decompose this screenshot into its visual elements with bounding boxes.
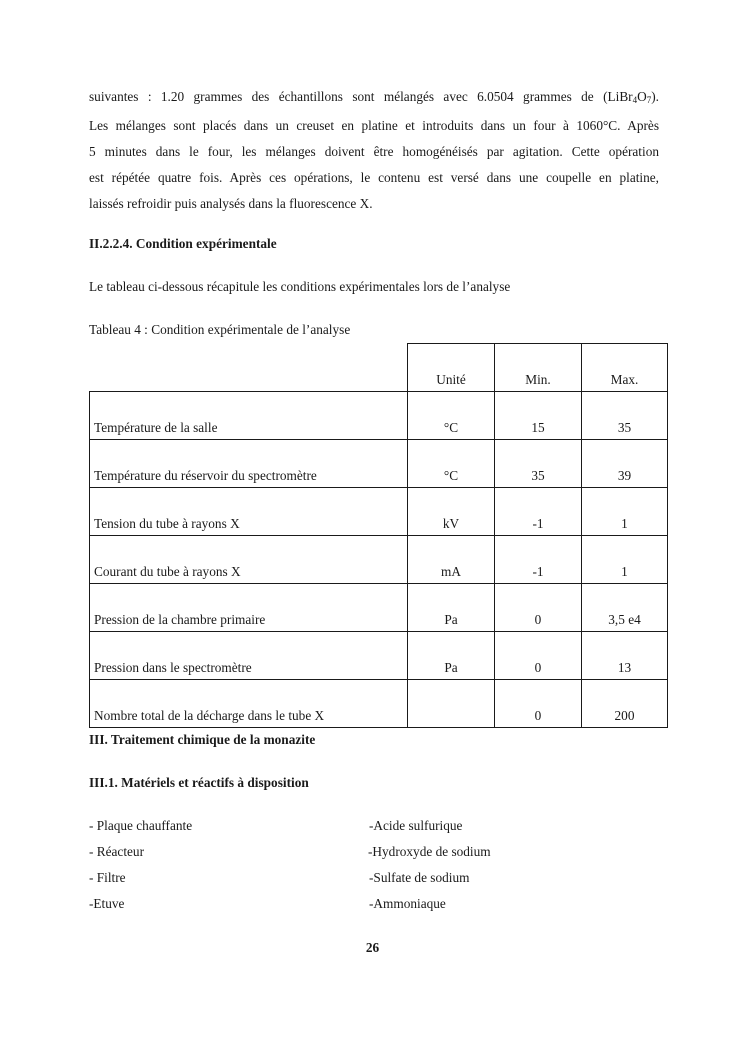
material-item: -Etuve bbox=[89, 896, 125, 911]
row-min: -1 bbox=[495, 488, 582, 536]
row-label: Courant du tube à rayons X bbox=[90, 536, 408, 584]
paragraph-line-1 bbox=[89, 84, 659, 113]
row-max: 1 bbox=[582, 488, 668, 536]
table-row bbox=[90, 488, 668, 536]
page-number: 26 bbox=[365, 940, 380, 955]
row-min: -1 bbox=[495, 536, 582, 584]
table-row bbox=[90, 536, 668, 584]
section-heading-condition: II.2.2.4. Condition expérimentale bbox=[89, 236, 277, 251]
row-label: Tension du tube à rayons X bbox=[90, 488, 408, 536]
row-max: 39 bbox=[582, 440, 668, 488]
row-max: 35 bbox=[582, 392, 668, 440]
material-item: - Réacteur bbox=[89, 844, 144, 859]
row-label: Nombre total de la décharge dans le tube X bbox=[90, 680, 408, 728]
row-label: Température du réservoir du spectromètre bbox=[90, 440, 408, 488]
table-row bbox=[90, 584, 668, 632]
table-row bbox=[90, 392, 668, 440]
reagent-item: -Acide sulfurique bbox=[369, 818, 463, 833]
subscript-4: 4 bbox=[632, 95, 638, 105]
row-max: 13 bbox=[582, 632, 668, 680]
header-min: Min. bbox=[495, 344, 582, 392]
paragraph-line-1-text: suivantes : 1.20 grammes des échantillons sont mélangés avec 6.0504 grammes de (LiBr bbox=[89, 89, 633, 104]
section-heading-treatment: III. Traitement chimique de la monazite bbox=[89, 732, 316, 747]
table-header-row bbox=[90, 344, 668, 392]
row-unit: °C bbox=[408, 392, 495, 440]
paragraph-line-5: laissés refroidir puis analysés dans la fluorescence X. bbox=[89, 196, 373, 211]
row-min: 0 bbox=[495, 680, 582, 728]
row-min: 0 bbox=[495, 584, 582, 632]
row-min: 15 bbox=[495, 392, 582, 440]
reagent-item: -Ammoniaque bbox=[369, 896, 446, 911]
intro-text: Le tableau ci-dessous récapitule les conditions expérimentales lors de l’analyse bbox=[89, 279, 511, 294]
paragraph-line-4: est répétée quatre fois. Après ces opérations, le contenu est versé dans une coupelle en platine, bbox=[89, 170, 659, 185]
row-label: Pression de la chambre primaire bbox=[90, 584, 408, 632]
header-unit: Unité bbox=[408, 344, 495, 392]
row-min: 0 bbox=[495, 632, 582, 680]
paragraph-line-3: 5 minutes dans le four, les mélanges doivent être homogénéisés par agitation. Cette opération bbox=[89, 144, 659, 159]
subscript-7: 7 bbox=[646, 95, 652, 105]
paragraph-line-1-mid: O bbox=[637, 89, 647, 104]
row-max: 1 bbox=[582, 536, 668, 584]
reagent-item: -Hydroxyde de sodium bbox=[368, 844, 491, 859]
table-row bbox=[90, 440, 668, 488]
body-paragraph bbox=[89, 84, 659, 217]
paragraph-line-1-end: ). bbox=[651, 89, 659, 104]
row-label: Température de la salle bbox=[90, 392, 408, 440]
row-max: 3,5 e4 bbox=[582, 584, 668, 632]
table-header-empty bbox=[90, 344, 408, 392]
material-item: - Plaque chauffante bbox=[89, 818, 193, 833]
section-heading-materials: III.1. Matériels et réactifs à disposition bbox=[89, 775, 309, 790]
row-unit: Pa bbox=[408, 632, 495, 680]
row-unit: kV bbox=[408, 488, 495, 536]
row-unit: Pa bbox=[408, 584, 495, 632]
table-row bbox=[90, 632, 668, 680]
row-min: 35 bbox=[495, 440, 582, 488]
header-max: Max. bbox=[582, 344, 668, 392]
row-unit: °C bbox=[408, 440, 495, 488]
conditions-table bbox=[89, 343, 668, 728]
table-caption: Tableau 4 : Condition expérimentale de l’analyse bbox=[89, 322, 351, 337]
row-max: 200 bbox=[582, 680, 668, 728]
reagent-item: -Sulfate de sodium bbox=[369, 870, 470, 885]
paragraph-line-2: Les mélanges sont placés dans un creuset en platine et introduits dans un four à 1060°C. Après bbox=[89, 118, 659, 133]
material-item: - Filtre bbox=[89, 870, 126, 885]
row-unit: mA bbox=[408, 536, 495, 584]
table-row bbox=[90, 680, 668, 728]
row-unit bbox=[408, 680, 495, 728]
row-label: Pression dans le spectromètre bbox=[90, 632, 408, 680]
